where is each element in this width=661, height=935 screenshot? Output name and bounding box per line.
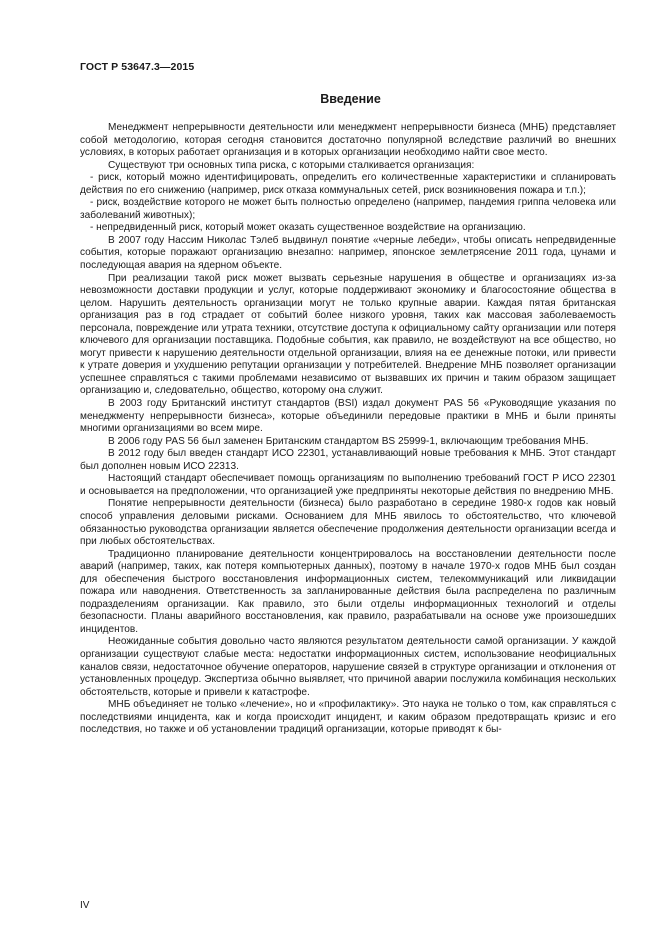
paragraph: Менеджмент непрерывности деятельности или менеджмент непрерывности бизнеса (МНБ) представляет собой методологию, которая сегодня становится достаточно популярной вследствие различий во внешних условиях, в которых работает организация и в которых организации необходимо найти свое место. <box>80 122 616 159</box>
list-item: - риск, воздействие которого не может быть полностью определено (например, пандемия гриппа человека или заболеваний животных); <box>80 197 616 221</box>
paragraph: В 2006 году PAS 56 был заменен Британским стандартом BS 25999-1, включающим требования МНБ. <box>108 435 589 447</box>
paragraph: В 2012 году был введен стандарт ИСО 22301, устанавливающий новые требования к МНБ. Этот стандарт был дополнен новым ИСО 22313. <box>80 448 616 472</box>
paragraph: МНБ объединяет не только «лечение», но и «профилактику». Это наука не только о том, как справляться с последствиями инцидента, как и когда происходит инцидент, и каким образом предотвращать кризис и его последствия, но также и об установлении традиций организации, которые приводят к бы- <box>80 699 616 736</box>
paragraph: Неожиданные события довольно часто являются результатом деятельности самой организации. У каждой организации существуют слабые места: недостатки информационных систем, использование неофициальных каналов связи, недостаточное обучение операторов, нарушение связей в структуре организации и отклонения от установленных процедур. Экспертиза обычно выявляет, что причиной аварии послужила комбинация нескольких обстоятельств, которые и привели к катастрофе. <box>80 636 616 698</box>
section-title: Введение <box>320 92 381 106</box>
list-item: - непредвиденный риск, который может оказать существенное воздействие на организацию. <box>90 222 526 234</box>
document-body <box>80 122 616 737</box>
page-number: IV <box>80 900 90 911</box>
paragraph: При реализации такой риск может вызвать серьезные нарушения в обществе и организациях из-за невозможности доставки продукции и услуг, которые поддерживают экономику и благосостояние общества в целом. Нарушить деятельность организации могут не только крупные аварии. Каждая пятая британская организация раз в год страдает от событий более низкого уровня, таких как массовая заболеваемость персонала, повреждение или утрата техники, отсутствие доступа к официальному сайту организации или потеря ключевого для организации поставщика. Подобные события, как правило, не воздействуют на все общество, но могут привести к нарушению деятельности отдельной организации, влияя на ее денежные потоки, или привести к утрате доверия и ухудшению репутации организации у потребителей. Внедрение МНБ позволяет организации успешнее справляться с такими проблемами независимо от вызвавших их причин и таким образом защищает организацию и, следовательно, общество, которому она служит. <box>80 272 616 397</box>
paragraph: Существуют три основных типа риска, с которыми сталкивается организация: <box>108 159 475 171</box>
list-item: - риск, который можно идентифицировать, определить его количественные характеристики и спланировать действия по его снижению (например, риск отказа коммунальных сетей, риск возникновения пожара и т.п.); <box>80 172 616 196</box>
paragraph: В 2003 году Британский институт стандартов (BSI) издал документ PAS 56 «Руководящие указания по менеджменту непрерывности бизнеса», которые объединили передовые практики в МНБ и были приняты многими организациями во всем мире. <box>80 398 616 435</box>
paragraph: Традиционно планирование деятельности концентрировалось на восстановлении деятельности после аварий (например, таких, как потеря компьютерных данных), поэтому в начале 1970-х годов МНБ был создан для обеспечения быстрого восстановления информационных систем, телекоммуникаций или ликвидации пожара или наводнения. Ответственность за запланированные действия была распределена по различным подразделениям организации. Как правило, это были отделы информационных технологий и отделы безопасности. Планы аварийного восстановления, как правило, разрабатывали на основе уже произошедших инцидентов. <box>80 548 616 635</box>
paragraph: Настоящий стандарт обеспечивает помощь организациям по выполнению требований ГОСТ Р ИСО 22301 и основывается на предположении, что организацией уже предприняты некоторые действия по внедрению МНБ. <box>80 473 616 497</box>
paragraph: В 2007 году Нассим Николас Тэлеб выдвинул понятие «черные лебеди», чтобы описать непредвиденные события, которые поражают организацию внезапно: например, японское землетрясение 2011 года, цунами и последующая авария на ядерном объекте. <box>80 234 616 272</box>
paragraph: Понятие непрерывности деятельности (бизнеса) было разработано в середине 1980-х годов как новый способ управления деловыми рисками. Основанием для МНБ явилось то обстоятельство, что ключевой обязанностью руководства организации является обеспечение продолжения деятельности организации всегда и при любых обстоятельствах. <box>80 498 616 548</box>
document-code: ГОСТ Р 53647.3—2015 <box>80 61 195 73</box>
